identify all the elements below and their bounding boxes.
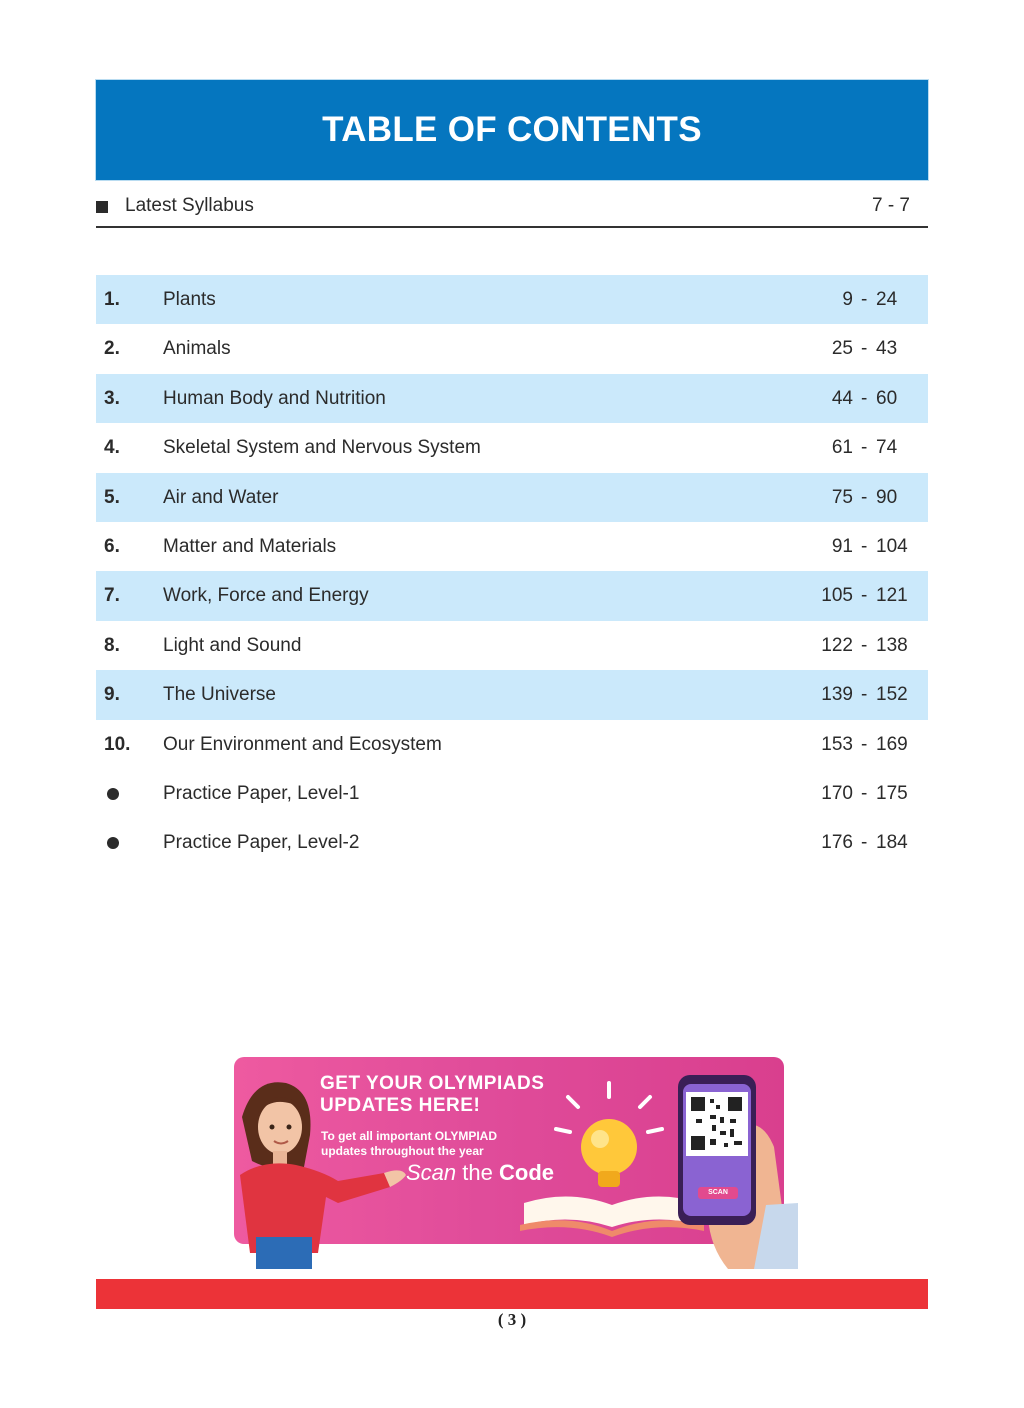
banner-cta (406, 1160, 554, 1186)
chapter-title: Human Body and Nutrition (163, 387, 386, 409)
toc-row[interactable] (96, 720, 928, 769)
olympiad-banner[interactable] (234, 1057, 798, 1269)
page-start: 105 (821, 585, 853, 607)
chapter-number: 5. (104, 486, 120, 508)
toc-row[interactable] (96, 374, 928, 423)
chapter-number: 2. (104, 338, 120, 360)
page-range-dash: - (861, 289, 868, 310)
page-number: ( 3 ) (497, 1310, 527, 1329)
chapter-title: Plants (163, 289, 216, 310)
page-start: 170 (821, 782, 853, 804)
chapter-title: Skeletal System and Nervous System (163, 437, 481, 459)
toc-header-band (96, 80, 928, 180)
chapter-number: 1. (104, 289, 120, 310)
page-title: TABLE OF CONTENTS (322, 110, 702, 149)
phone-icon (678, 1075, 756, 1225)
toc-row[interactable] (96, 324, 928, 373)
chapter-title: Practice Paper, Level-2 (163, 832, 360, 854)
page-end: 60 (876, 387, 898, 409)
banner-sub-line-1: To get all important OLYMPIAD (321, 1129, 498, 1143)
chapter-number: 7. (104, 585, 120, 607)
page-end: 152 (876, 684, 908, 706)
square-bullet-icon (96, 201, 108, 213)
page-end: 121 (876, 585, 908, 607)
page-end: 24 (876, 289, 898, 310)
page-start: 139 (821, 684, 853, 706)
page-end: 90 (876, 486, 898, 508)
chapter-title: The Universe (163, 684, 276, 706)
page-start: 91 (831, 535, 853, 557)
page-range-dash: - (861, 437, 868, 459)
cta-the: the (462, 1160, 493, 1185)
page-end: 169 (876, 733, 908, 755)
chapter-title: Work, Force and Energy (163, 585, 369, 607)
page-start: 75 (831, 486, 853, 508)
chapter-number: 4. (104, 437, 120, 459)
chapter-number: 6. (104, 535, 120, 557)
page-range-dash: - (861, 634, 868, 656)
chapter-number: 10. (104, 733, 131, 755)
page-range-dash: - (861, 832, 868, 854)
page-range-dash: - (861, 733, 868, 755)
syllabus-row (96, 190, 928, 228)
toc-row[interactable] (96, 769, 928, 818)
page-start: 153 (821, 733, 853, 755)
cta-code: Code (499, 1160, 554, 1185)
page-end: 184 (876, 832, 908, 854)
page-range-dash: - (861, 684, 868, 706)
page-end: 138 (876, 634, 908, 656)
page-start: 176 (821, 832, 853, 854)
page-start: 9 (842, 289, 853, 310)
toc-row[interactable] (96, 423, 928, 472)
round-bullet-icon (107, 788, 119, 800)
toc-row[interactable] (96, 621, 928, 670)
syllabus-label: Latest Syllabus (125, 195, 254, 216)
round-bullet-icon (107, 837, 119, 849)
page-range-dash: - (861, 782, 868, 804)
page-start: 61 (831, 437, 853, 459)
chapter-title: Practice Paper, Level-1 (163, 782, 360, 804)
banner-subtext (321, 1129, 551, 1159)
chapter-title: Our Environment and Ecosystem (163, 733, 442, 755)
toc-row[interactable] (96, 275, 928, 324)
chapter-title: Animals (163, 338, 231, 360)
page-end: 104 (876, 535, 908, 557)
page-end: 175 (876, 782, 908, 804)
chapter-number: 3. (104, 387, 120, 409)
toc-row[interactable] (96, 670, 928, 719)
page-start: 25 (831, 338, 853, 360)
syllabus-pages: 7 - 7 (871, 195, 910, 216)
chapter-number: 9. (104, 684, 120, 706)
open-book-icon (520, 1196, 704, 1237)
chapter-title: Light and Sound (163, 634, 302, 656)
toc-row[interactable] (96, 571, 928, 620)
page-range-dash: - (861, 387, 868, 409)
toc-list (96, 275, 928, 868)
page-start: 44 (831, 387, 853, 409)
page-range-dash: - (861, 585, 868, 607)
toc-row[interactable] (96, 473, 928, 522)
chapter-title: Air and Water (163, 486, 279, 508)
page-range-dash: - (861, 486, 868, 508)
cta-scan: Scan (406, 1160, 457, 1185)
chapter-number: 8. (104, 634, 120, 656)
banner-heading (320, 1073, 590, 1117)
lightbulb-icon (581, 1119, 637, 1187)
banner-sub-line-2: updates throughout the year (321, 1144, 484, 1158)
page-start: 122 (821, 634, 853, 656)
page-range-dash: - (861, 535, 868, 557)
page-range-dash: - (861, 338, 868, 360)
toc-row[interactable] (96, 522, 928, 571)
chapter-title: Matter and Materials (163, 535, 337, 557)
banner-heading-line-1: GET YOUR OLYMPIADS (320, 1073, 545, 1094)
footer-red-bar (96, 1279, 928, 1309)
page-end: 43 (876, 338, 898, 360)
page-end: 74 (876, 437, 898, 459)
toc-row[interactable] (96, 818, 928, 867)
scan-button-label[interactable]: SCAN (708, 1189, 728, 1196)
banner-heading-line-2: UPDATES HERE! (320, 1095, 481, 1116)
